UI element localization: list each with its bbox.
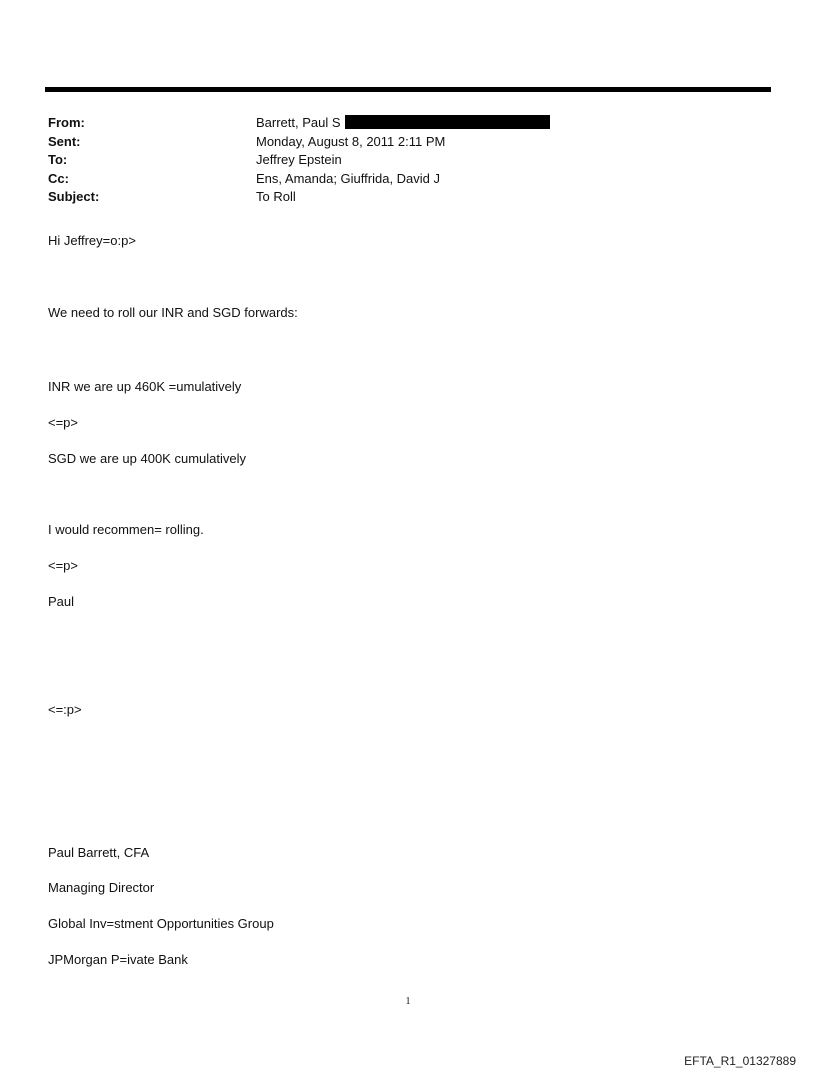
signature-name: Paul Barrett, CFA: [48, 845, 150, 860]
body-line: SGD we are up 400K cumulatively: [48, 451, 246, 466]
email-header: [48, 114, 550, 207]
body-line: We need to roll our INR and SGD forwards:: [48, 305, 298, 320]
cc-row: [48, 170, 550, 189]
signature-bank: JPMorgan P=ivate Bank: [48, 952, 188, 967]
cc-value: Ens, Amanda; Giuffrida, David J: [256, 170, 441, 186]
body-line: <=p>: [48, 558, 79, 573]
cc-label: Cc:: [48, 170, 69, 186]
subject-label: Subject:: [48, 189, 100, 204]
from-value: [256, 114, 550, 133]
body-line: Paul: [48, 594, 75, 609]
signature-group: Global Inv=stment Opportunities Group: [48, 916, 274, 931]
to-value: Jeffrey Epstein: [256, 152, 342, 167]
sent-row: [48, 133, 550, 152]
sent-label: Sent:: [48, 133, 81, 149]
body-line: <=:p>: [48, 702, 82, 717]
signature-title: Managing Director: [48, 880, 155, 895]
to-row: [48, 151, 550, 170]
page-number: 1: [405, 996, 411, 1007]
subject-value: To Roll: [256, 189, 296, 204]
header-rule: [45, 87, 771, 92]
body-line: INR we are up 460K =umulatively: [48, 379, 242, 394]
body-line: <=p>: [48, 415, 79, 430]
subject-row: [48, 188, 550, 207]
redaction-bar: [345, 115, 550, 129]
from-row: [48, 114, 550, 133]
body-line: I would recommen= rolling.: [48, 522, 204, 537]
body-greeting: Hi Jeffrey=o:p>: [48, 233, 136, 248]
sent-value: Monday, August 8, 2011 2:11 PM: [256, 133, 446, 149]
to-label: To:: [48, 152, 68, 167]
document-id: EFTA_R1_01327889: [684, 1054, 796, 1068]
from-label: From:: [48, 115, 85, 130]
from-name: Barrett, Paul S: [256, 115, 341, 130]
